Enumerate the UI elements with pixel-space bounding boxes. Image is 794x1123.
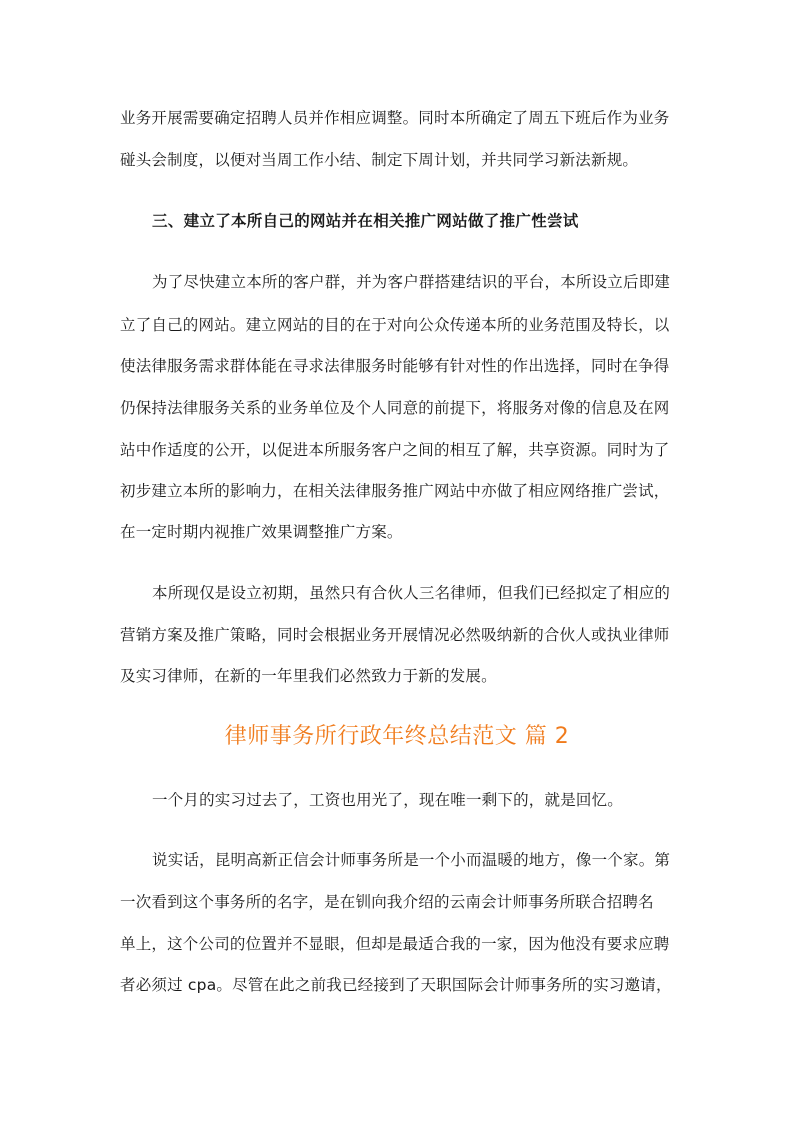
paragraph-line: 立了自己的网站。建立网站的目的在于对向公众传递本所的业务范围及特长，以	[120, 316, 670, 334]
paragraph-line: 本所现仅是设立初期，虽然只有合伙人三名律师，但我们已经拟定了相应的	[152, 584, 671, 602]
paragraph-line: 为了尽快建立本所的客户群，并为客户群搭建结识的平台，本所设立后即建	[152, 273, 671, 291]
paragraph-line: 初步建立本所的影响力，在相关法律服务推广网站中亦做了相应网络推广尝试，	[120, 482, 670, 500]
paragraph-line: 站中作适度的公开，以促进本所服务客户之间的相互了解，共享资源。同时为了	[120, 441, 670, 459]
article-title: 律师事务所行政年终总结范文 篇 2	[224, 724, 570, 749]
paragraph-line: 业务开展需要确定招聘人员并作相应调整。同时本所确定了周五下班后作为业务	[120, 109, 670, 127]
paragraph-line: 一个月的实习过去了，工资也用光了，现在唯一剩下的，就是回忆。	[152, 791, 624, 809]
section-heading: 三、建立了本所自己的网站并在相关推广网站做了推广性尝试	[152, 212, 579, 230]
paragraph-line: 者必须过 cpa。尽管在此之前我已经接到了天职国际会计师事务所的实习邀请，	[120, 976, 672, 994]
paragraph-line: 碰头会制度，以便对当周工作小结、制定下周计划，并共同学习新法新规。	[120, 151, 639, 169]
paragraph-line: 仍保持法律服务关系的业务单位及个人同意的前提下，将服务对像的信息及在网	[120, 399, 670, 417]
paragraph-line: 一次看到这个事务所的名字，是在钏向我介绍的云南会计师事务所联合招聘名	[120, 893, 654, 911]
paragraph-line: 单上，这个公司的位置并不显眼，但却是最适合我的一家，因为他没有要求应聘	[120, 935, 670, 953]
paragraph-line: 使法律服务需求群体能在寻求法律服务时能够有针对性的作出选择，同时在争得	[120, 357, 670, 375]
paragraph-line: 营销方案及推广策略，同时会根据业务开展情况必然吸纳新的合伙人或执业律师	[120, 626, 670, 644]
paragraph-line: 在一定时期内视推广效果调整推广方案。	[120, 523, 403, 541]
paragraph-line: 及实习律师，在新的一年里我们必然致力于新的发展。	[120, 667, 497, 685]
paragraph-line: 说实话，昆明高新正信会计师事务所是一个小而温暖的地方，像一个家。第	[152, 851, 671, 869]
